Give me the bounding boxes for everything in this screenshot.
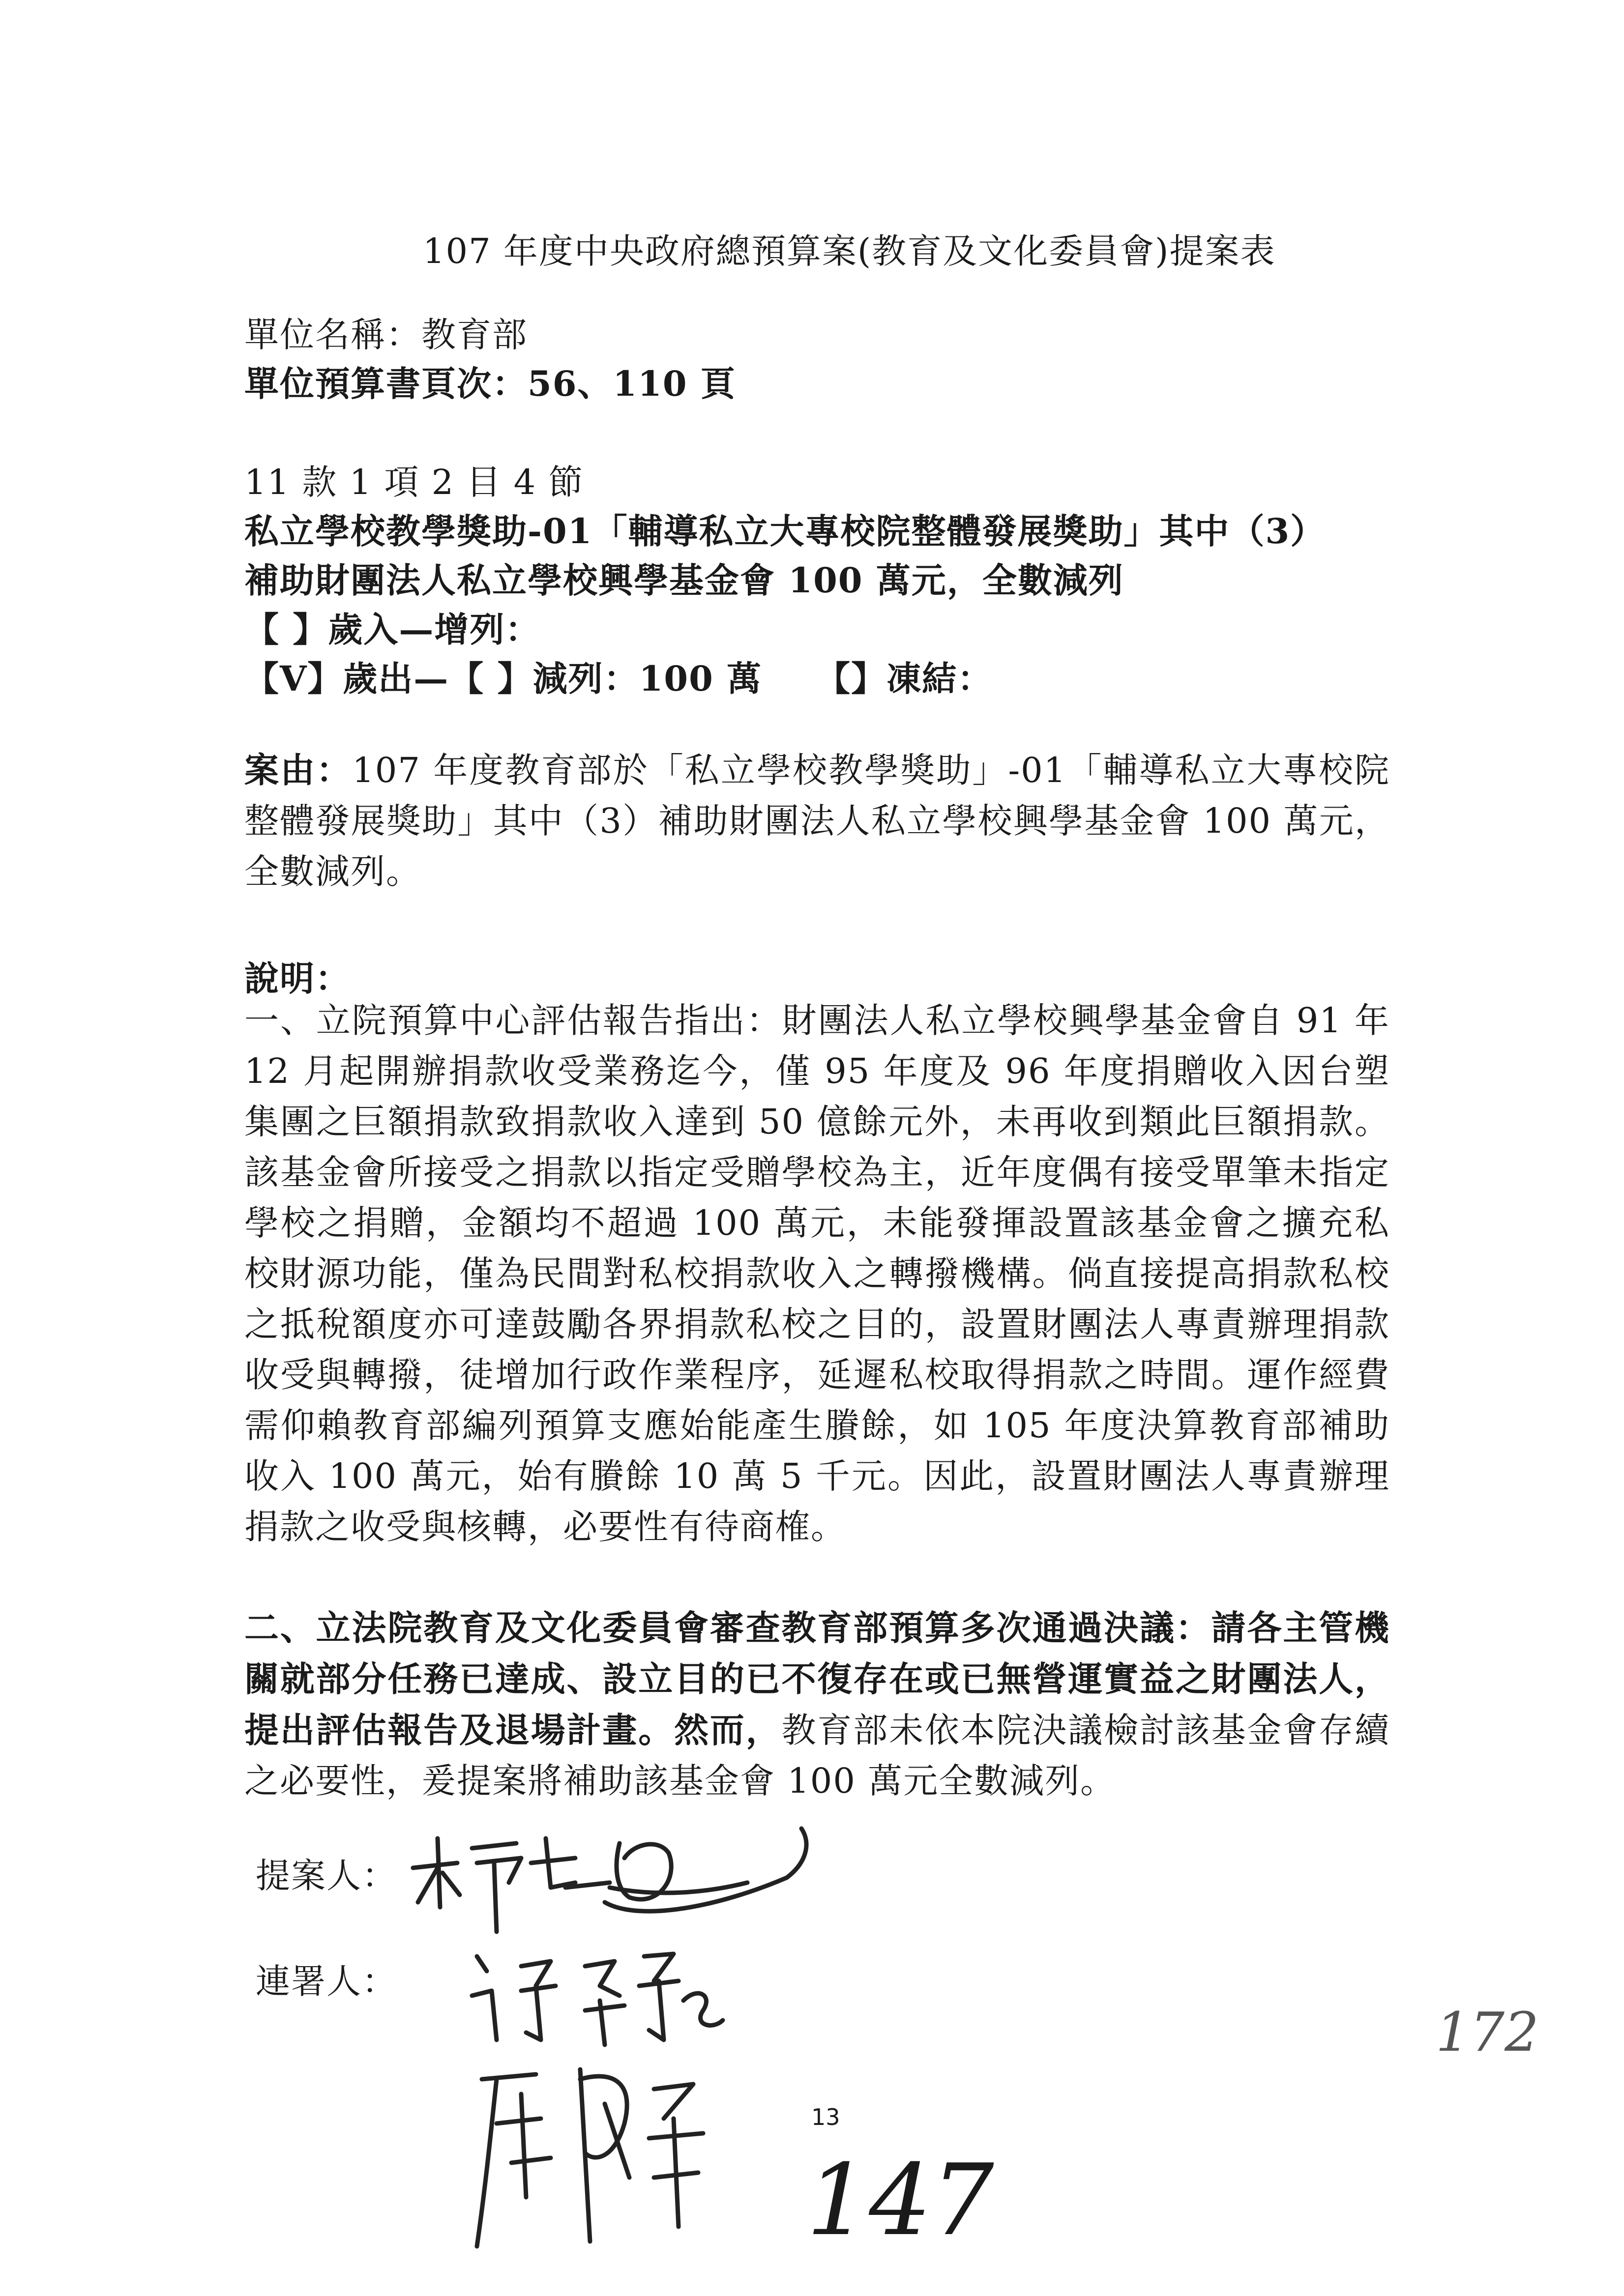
explanation-item-2 — [244, 1602, 1390, 1806]
revenue-option: 【 】歲入—增列： — [244, 609, 541, 650]
handwritten-page-number: 147 — [806, 2143, 994, 2258]
page-number: 13 — [811, 2104, 840, 2130]
reason-paragraph — [244, 745, 1390, 897]
reason-text: 107 年度教育部於「私立學校教學獎助」-01「輔導私立大專校院整體發展獎助」其中（3）補助財團法人私立學校興學基金會 100 萬元，全數減列。 — [244, 750, 1390, 892]
reason-label: 案由： — [244, 750, 353, 790]
expense-option: 【V】歲出—【 】減列：100 萬 【】凍結： — [244, 658, 993, 699]
cosigner-signature-1 — [467, 1927, 811, 2055]
item-line-2: 補助財團法人私立學校興學基金會 100 萬元，全數減列 — [244, 560, 1124, 601]
cosigner-label: 連署人： — [256, 1961, 397, 2002]
explanation-label: 說明： — [244, 958, 351, 999]
explanation-item-2-bold: 二、立法院教育及文化委員會審查教育部預算多次通過決議：請各主管機關就部分任務已達成、設立目的已不復存在或已無營運實益之財團法人，提出評估報告及退場計畫。然而， — [244, 1607, 1390, 1750]
cosigner-signature-2 — [467, 2050, 811, 2256]
proposer-label: 提案人： — [256, 1856, 397, 1896]
handwritten-corner-number: 172 — [1436, 2001, 1539, 2063]
budget-pages: 單位預算書頁次：56、110 頁 — [244, 363, 736, 404]
explanation-item-1: 一、立院預算中心評估報告指出：財團法人私立學校興學基金會自 91 年 12 月起開辦捐款收受業務迄今，僅 95 年度及 96 年度捐贈收入因台塑集團之巨額捐款致捐款收入達到 50 億餘元外，未再收到類此巨額捐款。該基金會所接受之捐款以指定受贈學校為主，近年度偶有接受單筆未指定學校之捐贈，金額均不超過 100 萬元，未能發揮設置該基金會之擴充私校財源功能，僅為民間對私校捐款收入之轉撥機構。倘直接提高捐款私校之抵稅額度亦可達鼓勵各界捐款私校之目的，設置財團法人專責辦理捐款收受與轉撥，徒增加行政作業程序，延遲私校取得捐款之時間。運作經費需仰賴教育部編列預算支應始能產生賸餘，如 105 年度決算教育部補助收入 100 萬元，始有賸餘 10 萬 5 千元。因此，設置財團法人專責辦理捐款之收受與核轉，必要性有待商榷。 — [244, 1000, 1390, 1547]
budget-section: 11 款 1 項 2 目 4 節 — [244, 462, 584, 502]
explanation-item-2-text: 教育部未依本院決議檢討該基金會存續之必要性，爰提案將補助該基金會 100 萬元全數減列。 — [244, 1710, 1390, 1801]
unit-name: 單位名稱：教育部 — [244, 315, 528, 355]
item-line-1: 私立學校教學獎助-01「輔導私立大專校院整體發展獎助」其中（3） — [244, 511, 1326, 552]
document-title: 107 年度中央政府總預算案(教育及文化委員會)提案表 — [423, 231, 1276, 271]
